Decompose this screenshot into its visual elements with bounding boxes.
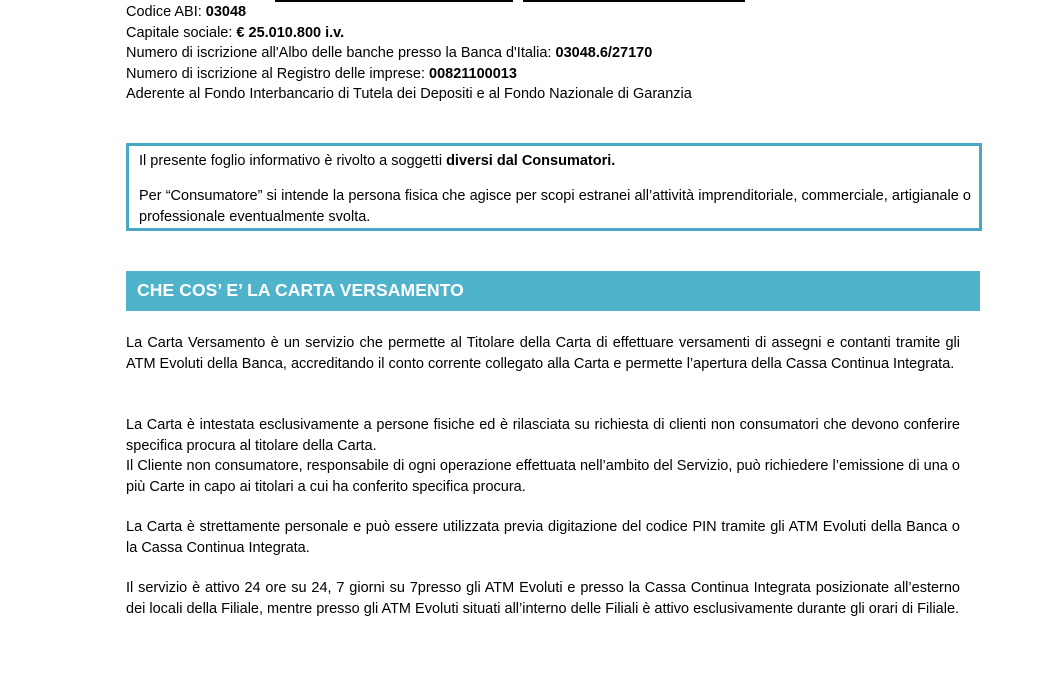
capital-label: Capitale sociale: xyxy=(126,24,237,41)
paragraph-card-holder: La Carta è intestata esclusivamente a persone fisiche ed è rilasciata su richiesta di clienti non consumatori che devono conferire specifica procura al titolare della Carta. xyxy=(126,417,960,454)
paragraph-service-hours: Il servizio è attivo 24 ore su 24, 7 giorni su 7presso gli ATM Evoluti e presso la Cassa Continua Integrata posizionate all’esterno dei locali della Filiale, mentre presso gli ATM Evoluti situati all’interno delle Filiali è attivo esclusivamente durante gli orari di Filiale. xyxy=(126,580,960,617)
consumer-definition-text: Per “Consumatore” si intende la persona fisica che agisce per scopi estranei all’attività imprenditoriale, commerciale, artigianale o professionale eventualmente svolta. xyxy=(139,188,971,225)
registro-imprese-line xyxy=(126,64,986,85)
albo-label: Numero di iscrizione all'Albo delle banche presso la Banca d'Italia: xyxy=(126,45,556,61)
abi-code-line xyxy=(126,2,986,23)
share-capital-line xyxy=(126,23,986,44)
notice-target-prefix: Il presente foglio informativo è rivolto a soggetti xyxy=(139,153,447,169)
registro-label: Numero di iscrizione al Registro delle imprese: xyxy=(126,65,430,82)
notice-target-bold: diversi dal Consumatori. xyxy=(446,153,616,169)
bank-info-block xyxy=(126,2,986,105)
notice-target-line xyxy=(139,151,615,171)
registro-value: 00821100013 xyxy=(429,65,517,82)
paragraph-pin-usage: La Carta è strettamente personale e può essere utilizzata previa digitazione del codice PIN tramite gli ATM Evoluti della Banca o la Cassa Continua Integrata. xyxy=(126,519,960,556)
abi-value: 03048 xyxy=(205,4,247,20)
section-header-bar xyxy=(126,271,980,311)
paragraph-service-description: La Carta Versamento è un servizio che permette al Titolare della Carta di effettuare versamenti di assegni e contanti tramite gli ATM Evoluti della Banca, accreditando il conto corrente collegato alla Carta e permette l’apertura della Cassa Continua Integrata. xyxy=(126,335,960,372)
paragraph-client-responsibility: Il Cliente non consumatore, responsabile di ogni operazione effettuata nell’ambito del Servizio, può richiedere l’emissione di una o più Carte in capo ai titolari a cui ha conferito specifica procura. xyxy=(126,458,960,495)
consumer-notice-box xyxy=(126,143,982,231)
capital-value: € 25.010.800 i.v. xyxy=(236,24,345,41)
section-title: CHE COS’ E’ LA CARTA VERSAMENTO xyxy=(137,280,464,300)
albo-registration-line xyxy=(126,43,986,64)
albo-value: 03048.6/27170 xyxy=(555,45,653,61)
fondo-line: Aderente al Fondo Interbancario di Tutela dei Depositi e al Fondo Nazionale di Garanzia xyxy=(126,86,692,102)
abi-label: Codice ABI: xyxy=(126,4,206,20)
